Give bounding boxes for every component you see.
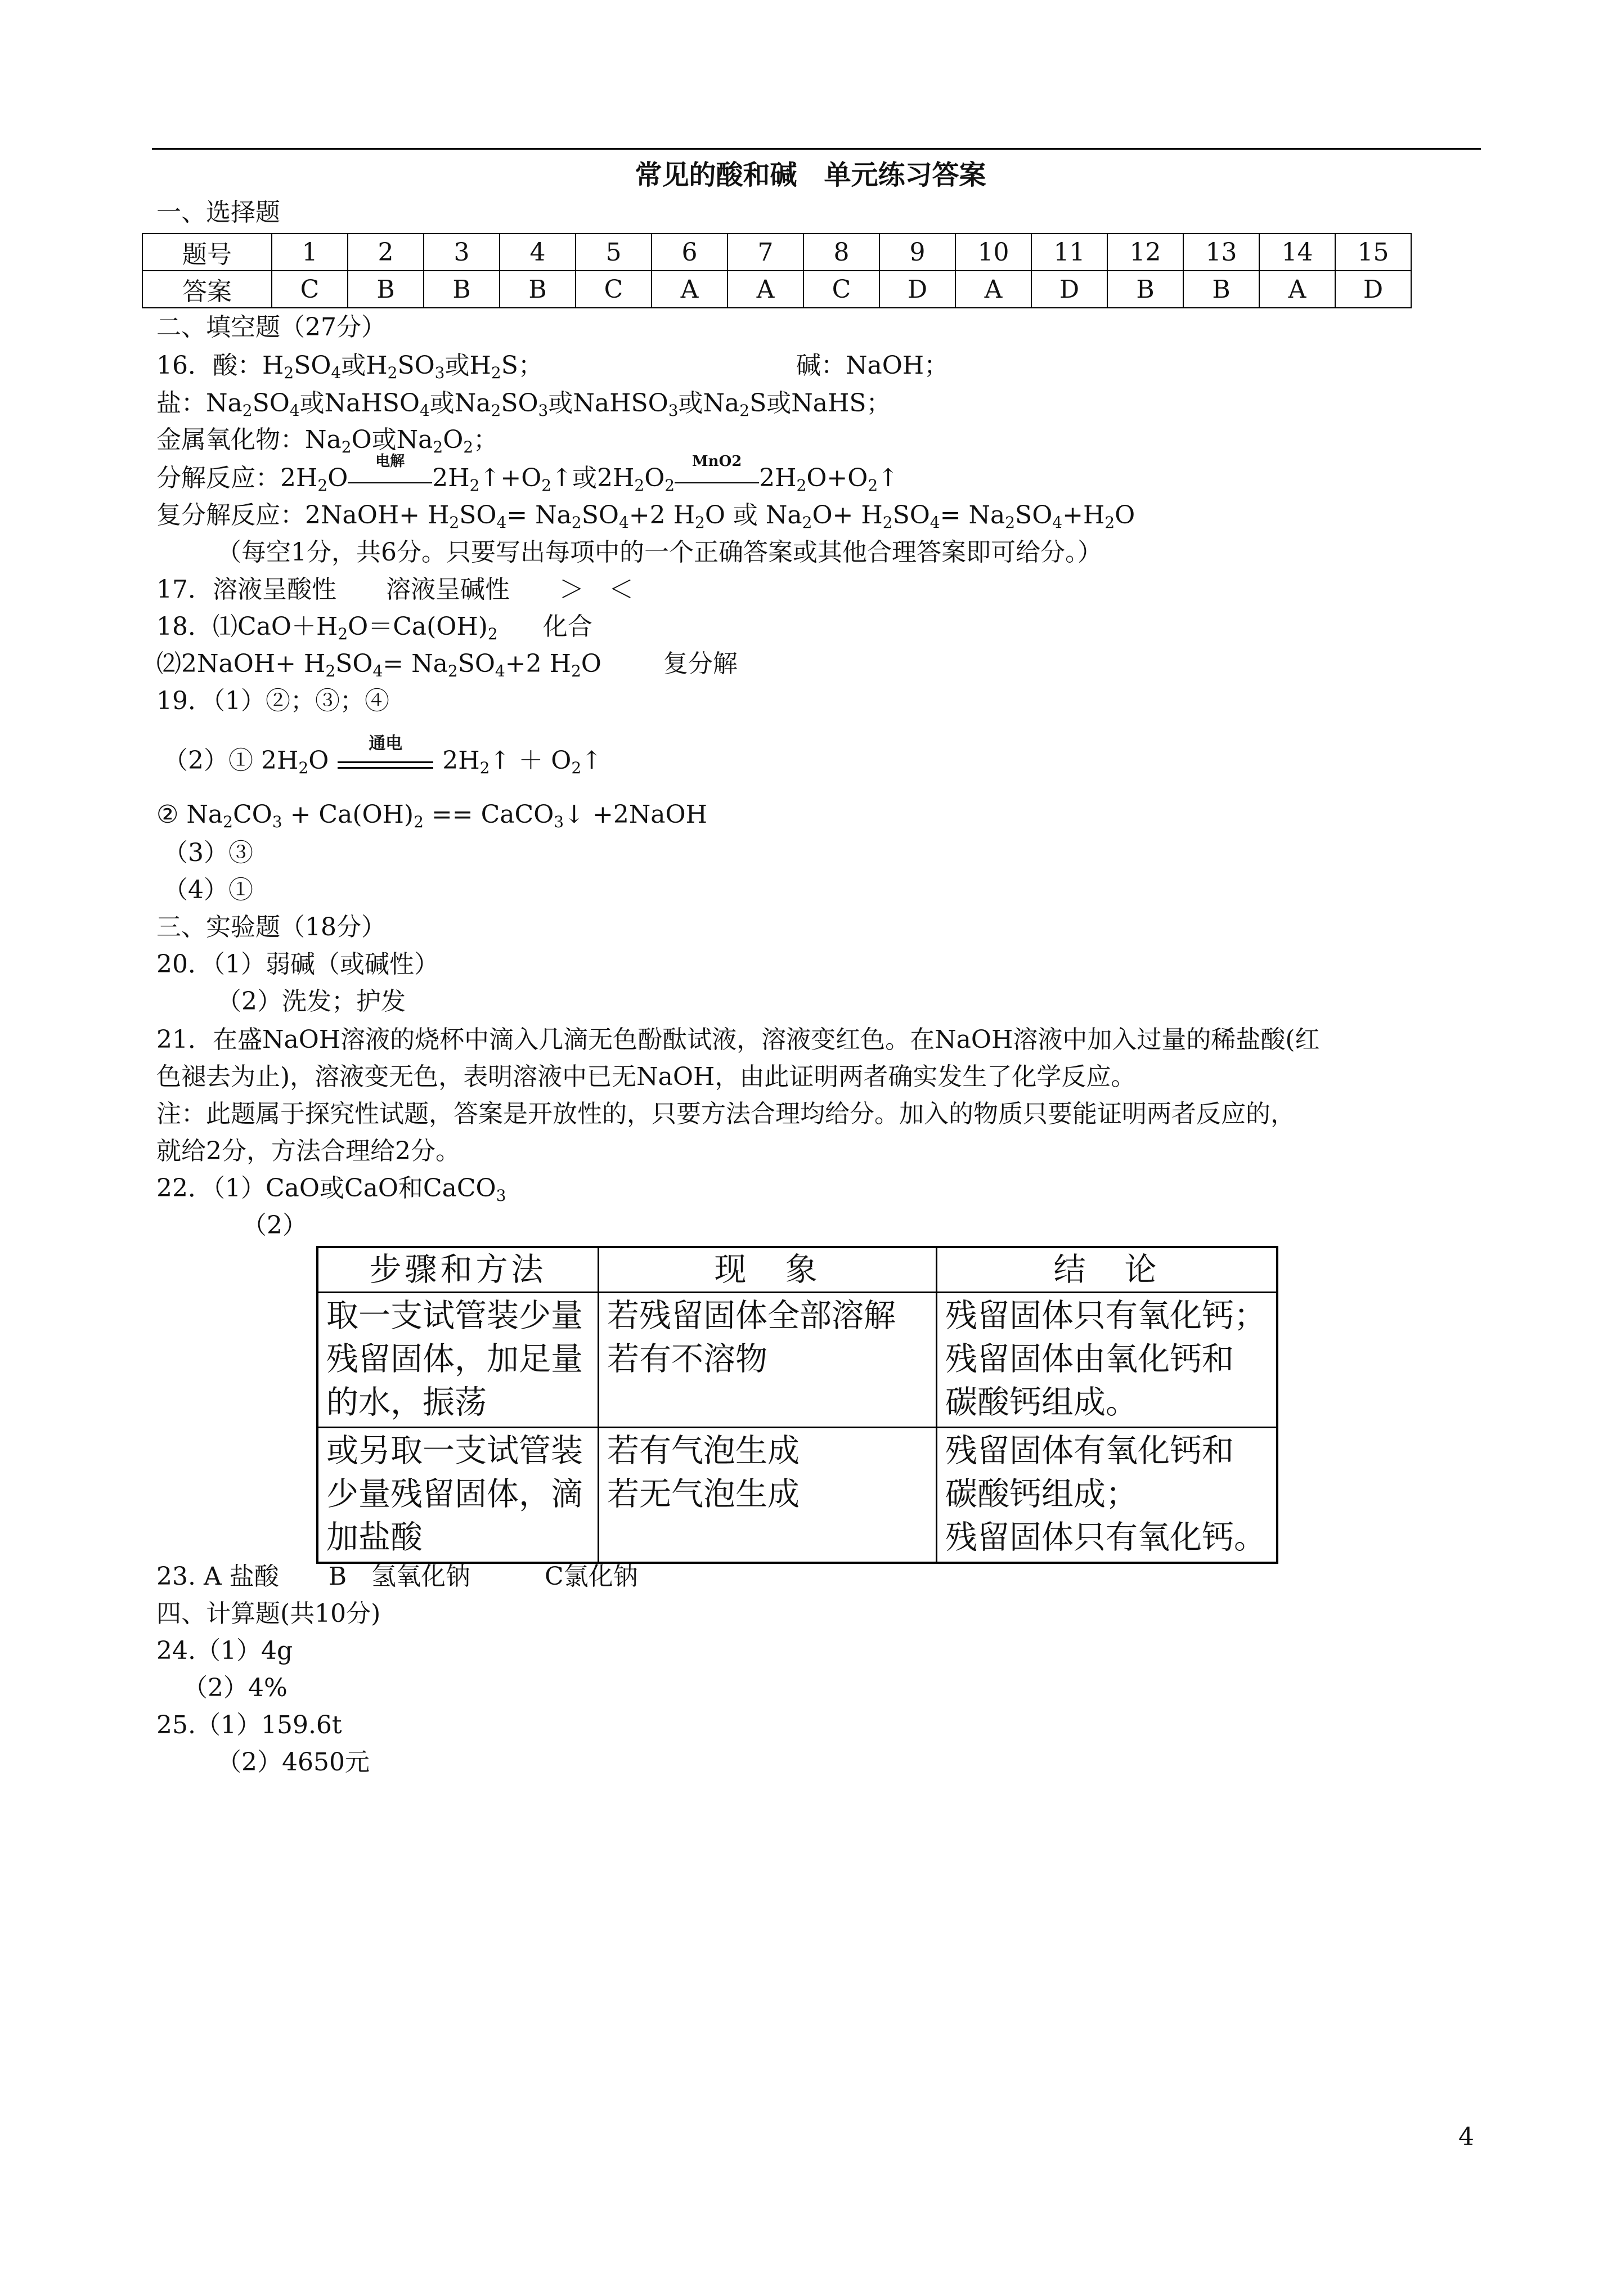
- q19-part-4: （4）①: [163, 876, 253, 904]
- q21-line-2: 色褪去为止)，溶液变无色，表明溶液中已无NaOH，由此证明两者确实发生了化学反应。: [156, 1062, 1136, 1091]
- electrolysis-arrow: 电解: [348, 469, 432, 491]
- answer-table: [142, 233, 1412, 308]
- answer-cell: B: [500, 271, 576, 308]
- q21-note-line-2: 就给2分，方法合理给2分。: [156, 1137, 460, 1165]
- answer-cell: B: [424, 271, 500, 308]
- header-steps: 步骤和方法: [317, 1247, 599, 1293]
- q16-scoring-note: （每空1分，共6分。只要写出每项中的一个正确答案或其他合理答案即可给分。）: [217, 538, 1102, 567]
- q19-part-2-equation: （2）① $2H_2O$ 通电 $2H_2↑$ ＋ $O_2↑$: [163, 743, 602, 779]
- page-number: 4: [1458, 2123, 1474, 2151]
- question-number: 13: [1183, 234, 1259, 271]
- answer-cell: C: [803, 271, 879, 308]
- section-heading-fill: 二、填空题（27分）: [156, 313, 386, 342]
- section-heading-choice: 一、选择题: [156, 198, 280, 227]
- answer-cell: A: [955, 271, 1031, 308]
- phenomenon-cell: 若有气泡生成 若无气泡生成: [599, 1428, 937, 1563]
- q18-line-2: ⑵2NaOH+ $H_2SO_4= Na_2SO_4+2$ $H_2O$ 复分解: [156, 649, 738, 680]
- q25-part-2: （2）4650元: [217, 1748, 370, 1777]
- question-number: 3: [424, 234, 500, 271]
- q16-base: 碱：NaOH；: [796, 351, 949, 380]
- experiment-row-water: [317, 1293, 1277, 1428]
- header-rule: [152, 148, 1481, 150]
- question-number: 14: [1259, 234, 1335, 271]
- q22-part-1: 22．（1）CaO或CaO和CaCO$_3$: [156, 1174, 506, 1205]
- question-number: 11: [1031, 234, 1107, 271]
- q20-part-1: 20．（1）弱碱（或碱性）: [156, 950, 439, 979]
- q16-salt-line: 盐：$Na_2SO_4$或NaHSO$_4$或$Na_2SO_3$或NaHSO$_3$或$Na_2S$或NaHS；: [156, 389, 891, 420]
- answer-table-number-row: [142, 234, 1411, 271]
- q19-part-3: （3）③: [163, 838, 253, 867]
- question-number: 6: [652, 234, 728, 271]
- q22-part-2-label: （2）: [242, 1211, 307, 1240]
- q23-answer: 23. A 盐酸 B 氢氧化钠 C氯化钠: [156, 1562, 638, 1591]
- q19-part-2-equation-2: ② $Na_2CO_3 + Ca(OH)_2$ == CaCO$_3$↓ +2NaOH: [156, 800, 707, 831]
- q21-line-1: 21．在盛NaOH溶液的烧杯中滴入几滴无色酚酞试液，溶液变红色。在NaOH溶液中加入过量的稀盐酸(红: [156, 1025, 1320, 1054]
- steps-cell: 或另取一支试管装 少量残留固体，滴 加盐酸: [317, 1428, 599, 1563]
- answer-cell: A: [728, 271, 803, 308]
- q21-note-line-1: 注：此题属于探究性试题，答案是开放性的，只要方法合理均给分。加入的物质只要能证明两者反应的，: [156, 1100, 1295, 1128]
- answer-cell: A: [652, 271, 728, 308]
- q19-part-1: 19．（1）②；③；④: [156, 687, 389, 715]
- steps-cell: 取一支试管装少量 残留固体，加足量 的水，振荡: [317, 1293, 599, 1428]
- question-number: 10: [955, 234, 1031, 271]
- conclusion-cell: 残留固体有氧化钙和 碳酸钙组成； 残留固体只有氧化钙。: [937, 1428, 1278, 1563]
- answer-cell: B: [348, 271, 424, 308]
- q16-double-decomposition-line: 复分解反应：2NaOH+ $H_2SO_4= Na_2SO_4+2$ $H_2O$ 或 $Na_2O+ H_2SO_4= Na_2SO_4+H_2O$: [156, 501, 1135, 532]
- phenomenon-cell: 若残留固体全部溶解 若有不溶物: [599, 1293, 937, 1428]
- question-number: 15: [1335, 234, 1411, 271]
- q16-acid-line: 16．酸：$H_2SO_4$或$H_2SO_3$或$H_2S$；: [156, 351, 543, 382]
- catalyst-arrow: MnO2: [675, 469, 759, 491]
- header-conclusion: 结 论: [937, 1247, 1278, 1293]
- q18-line-1: 18．$⑴CaO+H_2O=Ca(OH)_2$ 化合: [156, 612, 592, 643]
- section-heading-calculation: 四、计算题(共10分): [156, 1599, 381, 1628]
- answer-cell: C: [272, 271, 348, 308]
- q24-part-1: 24.（1）4g: [156, 1636, 293, 1665]
- number-row-label: 题号: [142, 234, 272, 271]
- question-number: 1: [272, 234, 348, 271]
- experiment-table-header: [317, 1247, 1277, 1293]
- question-number: 4: [500, 234, 576, 271]
- q24-part-2: （2）4%: [183, 1674, 288, 1702]
- page-title: 常见的酸和碱 单元练习答案: [635, 159, 986, 191]
- section-heading-experiment: 三、实验题（18分）: [156, 913, 386, 941]
- q16-metal-oxide-line: 金属氧化物：$Na_2O$或$Na_2O_2$；: [156, 425, 499, 456]
- q17-answer: 17．溶液呈酸性 溶液呈碱性 ＞ ＜: [156, 575, 634, 604]
- answer-cell: B: [1107, 271, 1183, 308]
- question-number: 9: [879, 234, 955, 271]
- experiment-table: [316, 1246, 1278, 1564]
- answer-table-answer-row: [142, 271, 1411, 308]
- answer-cell: D: [1031, 271, 1107, 308]
- q25-part-1: 25.（1）159.6t: [156, 1711, 342, 1739]
- answer-cell: A: [1259, 271, 1335, 308]
- header-phenomenon: 现 象: [599, 1247, 937, 1293]
- answer-cell: D: [879, 271, 955, 308]
- q16-decomposition-line: 分解反应：$2H_2O$ 电解 $2H_2↑+O_2↑$或$2H_2O_2$ MnO2 $2H_2O+O_2↑$: [156, 452, 899, 495]
- question-number: 7: [728, 234, 803, 271]
- answer-row-label: 答案: [142, 271, 272, 308]
- question-number: 8: [803, 234, 879, 271]
- answer-cell: D: [1335, 271, 1411, 308]
- answer-cell: C: [576, 271, 652, 308]
- q20-part-2: （2）洗发；护发: [217, 987, 406, 1016]
- answer-cell: B: [1183, 271, 1259, 308]
- question-number: 5: [576, 234, 652, 271]
- conclusion-cell: 残留固体只有氧化钙； 残留固体由氧化钙和 碳酸钙组成。: [937, 1293, 1278, 1428]
- electric-equals-sign: 通电: [338, 746, 433, 779]
- experiment-row-acid: [317, 1428, 1277, 1563]
- question-number: 2: [348, 234, 424, 271]
- question-number: 12: [1107, 234, 1183, 271]
